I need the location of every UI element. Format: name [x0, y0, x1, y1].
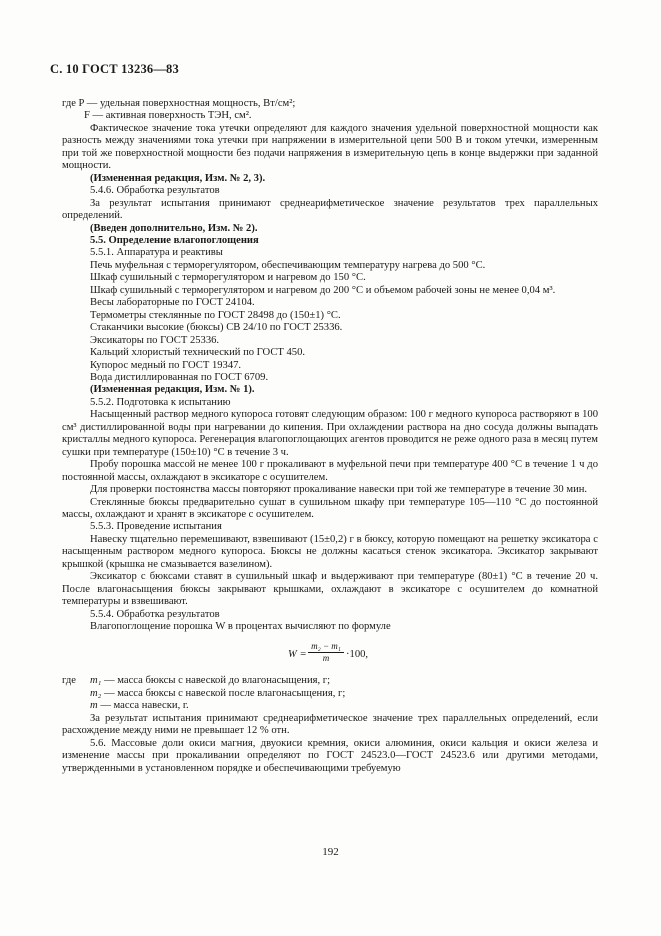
variable-symbol: m₁ [90, 675, 102, 687]
section-5-5-2: 5.5.2. Подготовка к испытанию [90, 396, 231, 408]
f-definition: F — активная поверхность ТЭН, см². [84, 110, 252, 122]
formula-multiplier: ·100, [346, 649, 369, 661]
p-definition: где P — удельная поверхностная мощность, Вт/см²; [62, 98, 296, 109]
variable-desc: — масса бюксы с навеской до влагонасыщения, г; [104, 675, 331, 687]
variable-row [62, 700, 598, 712]
variable-desc: — масса бюксы с навеской после влагонасыщения, г; [104, 687, 346, 699]
paragraph-calc: Влагопоглощение порошка W в процентах вычисляют по формуле [90, 621, 391, 633]
variable-lead: где [62, 675, 76, 687]
variable-symbol: m [90, 700, 98, 712]
section-5-5-3: 5.5.3. Проведение испытания [90, 521, 222, 533]
variable-symbol: m₂ [90, 687, 102, 699]
paragraph-prep-3: Для проверки постоянства массы повторяют прокаливание навески при той же температуре в течение 30 мин. [90, 484, 588, 496]
equipment-item: Шкаф сушильный с терморегулятором и нагревом до 150 °С. [90, 272, 366, 284]
formula-lhs: W = [288, 649, 307, 661]
equipment-item: Печь муфельная с терморегулятором, обеспечивающим температуру нагрева до 500 °С. [90, 259, 486, 271]
edition-note-1: (Измененная редакция, Изм. № 2, 3). [90, 172, 266, 184]
paragraph-prep-1: Насыщенный раствор медного купороса готовят следующим образом: 100 г медного купороса растворяют в 100 см³ дистиллированной воды при нагревании до кипения. При охлаждении раствора на дно сосуда должны выпадать кристаллы медного купороса. Регенерация влагопоглощающих агентов проводится не реже одного раза в месяц путем сушки при температуре (150±10) °С в течение 3 ч. [62, 409, 598, 458]
paragraph-fact: Фактическое значение тока утечки определяют для каждого значения удельной поверхностной мощности как разность между значениями тока утечки при напряжении в измерительной цепи 500 В и током утечки, измеренным при той же поверхностной мощности без подачи напряжения в измерительную цепь в конце выдержки при заданной мощности. [62, 122, 598, 172]
equipment-item: Весы лабораторные по ГОСТ 24104. [90, 297, 255, 309]
equipment-item: Стаканчики высокие (бюксы) СВ 24/10 по ГОСТ 25336. [90, 322, 343, 334]
formula-denominator: m [322, 653, 330, 664]
section-5-5-1: 5.5.1. Аппаратура и реактивы [90, 247, 223, 259]
section-5-5-4: 5.5.4. Обработка результатов [90, 608, 220, 620]
page-body [62, 98, 598, 775]
variable-row [62, 688, 598, 700]
paragraph-prep-2: Пробу порошка массой не менее 100 г прокаливают в муфельной печи при температуре 400 °С в течение 1 ч до постоянной массы, охлаждают в эксикаторе с осушителем. [62, 459, 598, 483]
paragraph-test-2: Эксикатор с бюксами ставят в сушильный шкаф и выдерживают при температуре (80±1) °С в течение 20 ч. После влагонасыщения бюксы закрывают крышками, охлаждают в эксикаторе с осушителем до комнатной температуры и взвешивают. [62, 571, 598, 608]
equipment-item: Вода дистиллированная по ГОСТ 6709. [90, 371, 269, 383]
equipment-item: Шкаф сушильный с терморегулятором и нагревом до 200 °С и объемом рабочей зоны не менее 0,04 м³. [90, 284, 556, 296]
variables-list [62, 675, 598, 712]
edition-note-2: (Измененная редакция, Изм. № 1). [90, 384, 255, 396]
page-header: С. 10 ГОСТ 13236—83 [50, 62, 179, 76]
paragraph-test-1: Навеску тщательно перемешивают, взвешивают (15±0,2) г в бюксу, которую помещают на решетку эксикатора с насыщенным раствором медного купороса. Бюксы не должны касаться стенок эксикатора. Эксикатор закрывают крышкой (крышка не смазывается вазелином). [62, 533, 598, 570]
variable-desc: — масса навески, г. [100, 700, 189, 712]
intro-note-1: (Введен дополнительно, Изм. № 2). [90, 222, 258, 234]
variable-row [62, 675, 598, 687]
section-5-4-6: 5.4.6. Обработка результатов [90, 185, 220, 197]
formula-fraction [308, 641, 344, 664]
formula [62, 641, 598, 671]
formula-numerator: m₂ − m₁ [308, 641, 344, 653]
page-number: 192 [322, 846, 339, 858]
equipment-item: Термометры стеклянные по ГОСТ 28498 до (150±1) °С. [90, 309, 341, 321]
paragraph-result-1: За результат испытания принимают среднеарифметическое значение результатов трех параллельных определений. [62, 197, 598, 222]
equipment-item: Кальций хлористый технический по ГОСТ 450. [90, 347, 306, 359]
section-5-5: 5.5. Определение влагопоглощения [90, 234, 259, 246]
section-5-6: 5.6. Массовые доли окиси магния, двуокиси кремния, окиси алюминия, окиси кальция и окиси железа и изменение массы при прокаливании определяют по ГОСТ 24523.0—ГОСТ 24523.6 или другими методами, утвержденными в установленном порядке и обеспечивающими требуемую [62, 737, 598, 774]
equipment-item: Эксикаторы по ГОСТ 25336. [90, 334, 220, 346]
equipment-item: Купорос медный по ГОСТ 19347. [90, 359, 242, 371]
paragraph-result-2: За результат испытания принимают среднеарифметическое значение трех параллельных определений, если расхождение между ними не превышает 12 % отн. [62, 712, 598, 737]
paragraph-prep-4: Стеклянные бюксы предварительно сушат в сушильном шкафу при температуре 105—110 °С до постоянной массы, охлаждают и хранят в эксикаторе с осушителем. [62, 496, 598, 520]
